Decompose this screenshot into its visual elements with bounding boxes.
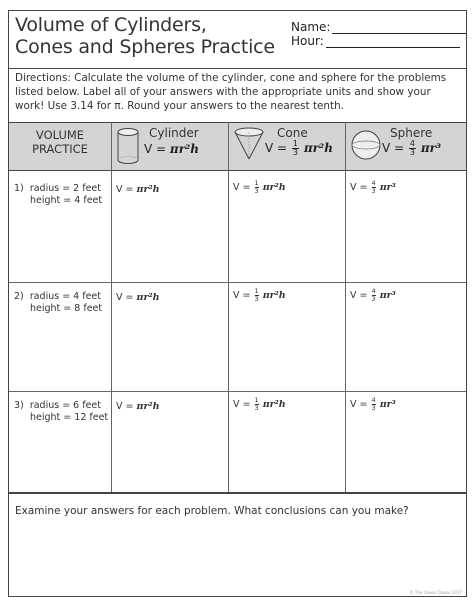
cone-icon (233, 126, 265, 166)
conclusion-prompt: Examine your answers for each problem. What conclusions can you make? (15, 505, 409, 517)
title-line-2: Cones and Spheres Practice (15, 36, 275, 58)
problem-1-cylinder-cell[interactable]: V = πr²h (116, 184, 160, 195)
hour-label: Hour: (291, 34, 324, 48)
hour-field[interactable] (326, 37, 460, 48)
name-label: Name: (291, 20, 331, 34)
sphere-icon (350, 129, 382, 165)
col-header-volume-practice: VOLUME PRACTICE (32, 128, 88, 156)
worksheet-header (9, 11, 466, 69)
name-field[interactable] (332, 23, 466, 34)
cone-header-label: Cone (277, 126, 308, 140)
problem-2-sphere-cell[interactable]: V = $\frac{4}{3}$ πr³ (350, 287, 396, 303)
cylinder-header-formula: V = πr²h (144, 142, 199, 156)
worksheet-title (15, 14, 275, 58)
problem-2-label: 2) radius = 4 feet height = 8 feet (14, 291, 103, 314)
problem-2-cylinder-cell[interactable]: V = πr²h (116, 292, 160, 303)
copyright-footer: © The Clever Clover 2017 (409, 590, 462, 595)
problem-3-cylinder-cell[interactable]: V = πr²h (116, 401, 160, 412)
worksheet (8, 10, 467, 597)
problem-3-label: 3) radius = 6 feet height = 12 feet (14, 400, 109, 423)
cylinder-header-label: Cylinder (149, 126, 199, 140)
cylinder-icon (116, 127, 140, 169)
problem-1-label: 1) radius = 2 feet height = 4 feet (14, 183, 103, 206)
problem-1-cone-cell[interactable]: V = $\frac{1}{3}$ πr²h (233, 179, 286, 195)
problem-1-sphere-cell[interactable]: V = $\frac{4}{3}$ πr³ (350, 179, 396, 195)
problem-3-cone-cell[interactable]: V = $\frac{1}{3}$ πr²h (233, 396, 286, 412)
problem-2-cone-cell[interactable]: V = $\frac{1}{3}$ πr²h (233, 287, 286, 303)
cone-header-formula: V = $\frac{1}{3}$ πr²h (265, 139, 333, 157)
sphere-header-formula: V = $\frac{4}{3}$ πr³ (382, 139, 442, 157)
student-fields (291, 20, 466, 48)
sphere-header-label: Sphere (390, 126, 433, 140)
title-line-1: Volume of Cylinders, (15, 14, 207, 36)
problem-3-sphere-cell[interactable]: V = $\frac{4}{3}$ πr³ (350, 396, 396, 412)
directions-text: Directions: Calculate the volume of the cylinder, cone and sphere for the problems listed below. Label all of your answers with the appropriate units and show your work! Use 3.14 for π. Round your answers to the nearest tenth. (15, 72, 447, 112)
